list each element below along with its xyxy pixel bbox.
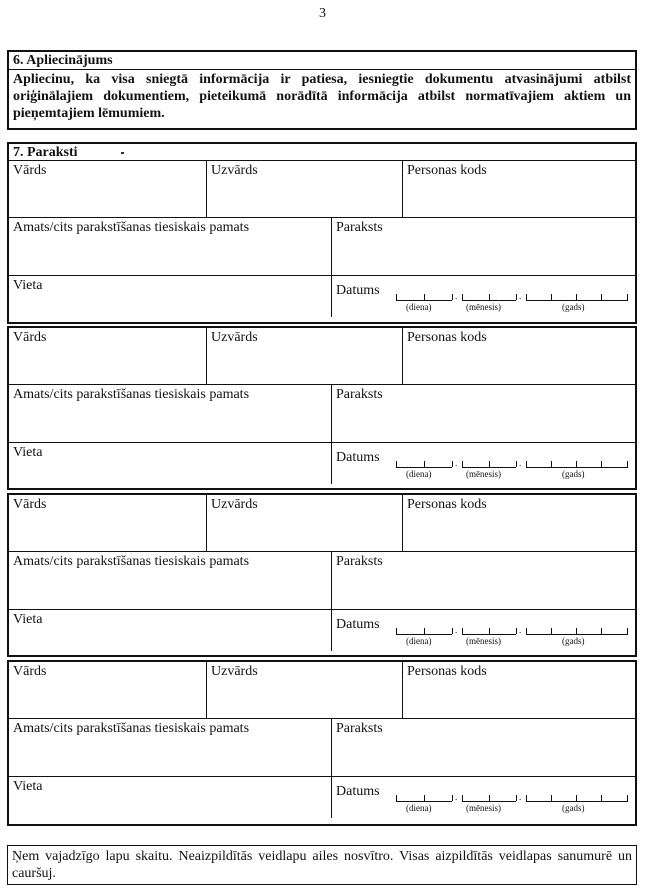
signature-label: Paraksts bbox=[336, 387, 383, 402]
name-row bbox=[9, 328, 635, 385]
place-label: Vieta bbox=[13, 445, 43, 460]
page-number: 3 bbox=[319, 6, 326, 21]
day-label: (diena) bbox=[406, 803, 432, 813]
place-date-row bbox=[9, 443, 635, 484]
place-date-row bbox=[9, 777, 635, 818]
position-field[interactable] bbox=[9, 385, 331, 442]
date-field[interactable] bbox=[331, 443, 635, 484]
year-label: (gads) bbox=[562, 469, 585, 479]
date-input-line[interactable]: . . (diena) (mēnesis) (gads) bbox=[396, 789, 628, 803]
date-field[interactable] bbox=[331, 276, 635, 317]
signature-field[interactable] bbox=[331, 552, 635, 609]
signature-label: Paraksts bbox=[336, 721, 383, 736]
personal-code-label: Personas kods bbox=[407, 664, 487, 679]
day-label: (diena) bbox=[406, 469, 432, 479]
position-field[interactable] bbox=[9, 552, 331, 609]
month-label: (mēnesis) bbox=[466, 803, 501, 813]
section-6-declaration bbox=[7, 50, 637, 130]
day-label: (diena) bbox=[406, 302, 432, 312]
place-label: Vieta bbox=[13, 612, 43, 627]
position-label: Amats/cits parakstīšanas tiesiskais pamats bbox=[13, 387, 250, 402]
signatory-block bbox=[7, 160, 637, 324]
position-label: Amats/cits parakstīšanas tiesiskais pamats bbox=[13, 220, 250, 235]
last-name-label: Uzvārds bbox=[211, 664, 258, 679]
signature-label: Paraksts bbox=[336, 554, 383, 569]
position-field[interactable] bbox=[9, 218, 331, 275]
name-row bbox=[9, 662, 635, 719]
signatory-block bbox=[7, 660, 637, 826]
year-label: (gads) bbox=[562, 803, 585, 813]
place-date-row bbox=[9, 276, 635, 317]
position-label: Amats/cits parakstīšanas tiesiskais pamats bbox=[13, 554, 250, 569]
personal-code-field[interactable] bbox=[402, 495, 635, 551]
section-6-title: 6. Apliecinājums bbox=[9, 52, 635, 70]
signatory-block bbox=[7, 493, 637, 657]
last-name-label: Uzvārds bbox=[211, 497, 258, 512]
signature-field[interactable] bbox=[331, 218, 635, 275]
last-name-label: Uzvārds bbox=[211, 163, 258, 178]
month-label: (mēnesis) bbox=[466, 636, 501, 646]
first-name-label: Vārds bbox=[13, 664, 47, 679]
position-row bbox=[9, 385, 635, 443]
day-label: (diena) bbox=[406, 636, 432, 646]
position-label: Amats/cits parakstīšanas tiesiskais pamats bbox=[13, 721, 250, 736]
name-row bbox=[9, 495, 635, 552]
position-row bbox=[9, 218, 635, 276]
section-6-text: Apliecinu, ka visa sniegtā informācija ir patiesa, iesniegtie dokumentu atvasinājumi atbilst oriģinālajiem dokumentiem, pieteikumā norādītā informācija atbilst normatīvajiem aktiem un pieņemtajiem lēmumiem. bbox=[13, 72, 631, 121]
place-field[interactable] bbox=[9, 276, 331, 317]
year-label: (gads) bbox=[562, 302, 585, 312]
footer-note: Ņem vajadzīgo lapu skaitu. Neaizpildītās veidlapu ailes nosvītro. Visas aizpildītās veidlapas sanumurē un cauršuj. bbox=[7, 845, 637, 885]
date-label: Datums bbox=[336, 283, 380, 298]
last-name-field[interactable] bbox=[206, 328, 402, 384]
date-input-line[interactable]: . . (diena) (mēnesis) (gads) bbox=[396, 455, 628, 469]
signature-field[interactable] bbox=[331, 719, 635, 776]
date-input-line[interactable]: . . (diena) (mēnesis) (gads) bbox=[396, 622, 628, 636]
first-name-label: Vārds bbox=[13, 497, 47, 512]
month-label: (mēnesis) bbox=[466, 469, 501, 479]
place-date-row bbox=[9, 610, 635, 651]
date-label: Datums bbox=[336, 784, 380, 799]
personal-code-label: Personas kods bbox=[407, 330, 487, 345]
last-name-field[interactable] bbox=[206, 161, 402, 217]
first-name-field[interactable] bbox=[9, 161, 206, 217]
personal-code-label: Personas kods bbox=[407, 163, 487, 178]
position-field[interactable] bbox=[9, 719, 331, 776]
signatory-block bbox=[7, 326, 637, 490]
date-label: Datums bbox=[336, 450, 380, 465]
personal-code-label: Personas kods bbox=[407, 497, 487, 512]
place-label: Vieta bbox=[13, 779, 43, 794]
year-label: (gads) bbox=[562, 636, 585, 646]
last-name-field[interactable] bbox=[206, 662, 402, 718]
first-name-field[interactable] bbox=[9, 495, 206, 551]
place-field[interactable] bbox=[9, 610, 331, 651]
month-label: (mēnesis) bbox=[466, 302, 501, 312]
personal-code-field[interactable] bbox=[402, 328, 635, 384]
section-7-title: 7. Paraksti bbox=[7, 142, 637, 161]
date-label: Datums bbox=[336, 617, 380, 632]
stray-mark bbox=[121, 152, 124, 154]
personal-code-field[interactable] bbox=[402, 161, 635, 217]
first-name-label: Vārds bbox=[13, 330, 47, 345]
first-name-label: Vārds bbox=[13, 163, 47, 178]
signature-field[interactable] bbox=[331, 385, 635, 442]
last-name-label: Uzvārds bbox=[211, 330, 258, 345]
date-field[interactable] bbox=[331, 777, 635, 818]
position-row bbox=[9, 719, 635, 777]
signature-label: Paraksts bbox=[336, 220, 383, 235]
place-label: Vieta bbox=[13, 278, 43, 293]
first-name-field[interactable] bbox=[9, 662, 206, 718]
personal-code-field[interactable] bbox=[402, 662, 635, 718]
name-row bbox=[9, 161, 635, 218]
position-row bbox=[9, 552, 635, 610]
last-name-field[interactable] bbox=[206, 495, 402, 551]
place-field[interactable] bbox=[9, 443, 331, 484]
date-field[interactable] bbox=[331, 610, 635, 651]
date-input-line[interactable]: . . (diena) (mēnesis) (gads) bbox=[396, 288, 628, 302]
place-field[interactable] bbox=[9, 777, 331, 818]
first-name-field[interactable] bbox=[9, 328, 206, 384]
